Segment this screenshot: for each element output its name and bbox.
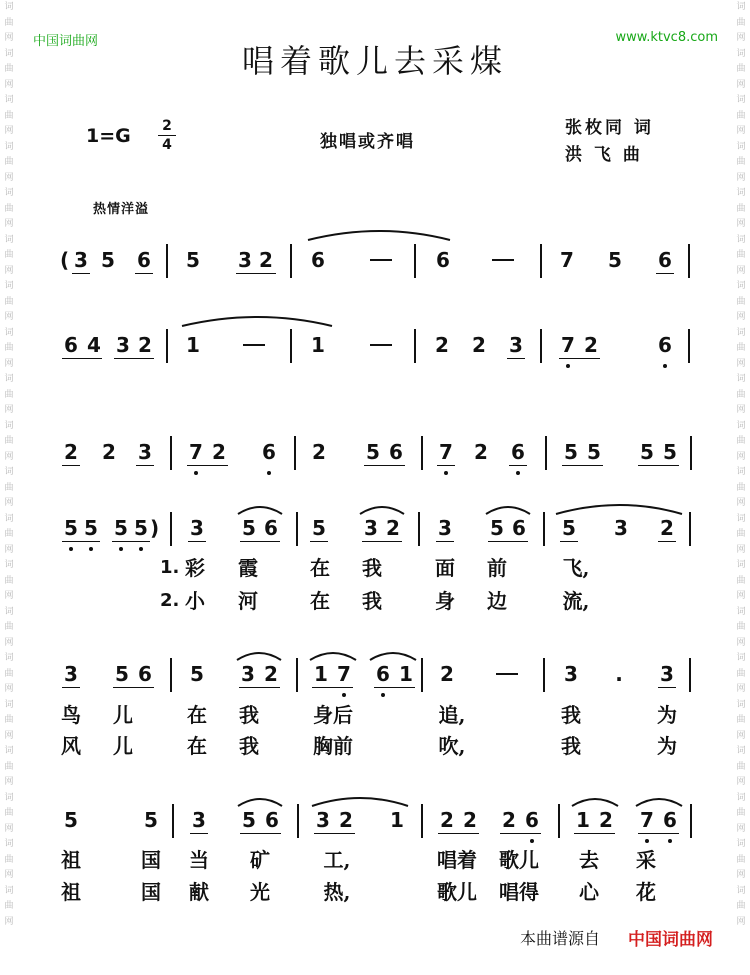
note: 5 (242, 516, 256, 540)
note: 7 (189, 440, 203, 464)
note: 2 (102, 440, 116, 464)
watermark-char: 词 (736, 141, 746, 152)
performance-style: 独唱或齐唱 (320, 132, 415, 152)
note: 2 (212, 440, 226, 464)
watermark-char: 网 (4, 265, 14, 276)
note: 2 (440, 662, 454, 686)
watermark-char: 网 (4, 405, 14, 415)
slur-arc (370, 653, 416, 660)
lyric: 我 (362, 556, 382, 580)
watermark-char: 网 (4, 498, 14, 508)
watermark-char: 曲 (736, 436, 746, 446)
note: 6 (525, 808, 539, 832)
watermark-char: 网 (736, 498, 746, 508)
note: 2 (138, 333, 152, 357)
watermark-char: 网 (4, 33, 14, 43)
note: 5 (490, 516, 504, 540)
note: 1 (576, 808, 590, 832)
watermark-char: 词 (4, 281, 14, 291)
song-title: 唱着歌儿去采煤 (241, 42, 508, 80)
watermark-char: 词 (736, 699, 746, 710)
watermark-char: 曲 (736, 901, 746, 911)
lyric: 前 (487, 556, 507, 580)
watermark-char: 词 (4, 48, 14, 59)
watermark-char: 曲 (4, 901, 14, 911)
lyric: 儿 (113, 734, 133, 758)
note: 5 (640, 440, 654, 464)
site-url-header[interactable]: www.ktvc8.com (615, 30, 718, 45)
note: 3 (241, 662, 255, 686)
slur-arc (310, 653, 356, 660)
watermark-char: 词 (4, 839, 14, 849)
lyric: 花 (636, 880, 656, 904)
note: 5 (115, 662, 129, 686)
lyric: 吹, (438, 734, 466, 758)
note: 2 (435, 333, 449, 357)
note: 3 (74, 248, 88, 272)
tie-arc (182, 317, 332, 326)
note: 6 (511, 440, 525, 464)
watermark-char: 词 (4, 374, 14, 384)
note: 3 (660, 662, 674, 686)
note: 2 (660, 516, 674, 540)
watermark-char: 网 (736, 544, 746, 555)
note: 3 (190, 516, 204, 540)
watermark-char: 网 (736, 358, 746, 369)
note: 6 (663, 808, 677, 832)
note: 2 (264, 662, 278, 686)
lyric: 在 (187, 734, 207, 758)
watermark-char: 曲 (736, 482, 746, 493)
note: 3 (509, 333, 523, 357)
watermark-char: 曲 (4, 250, 14, 260)
note: 5 (242, 808, 256, 832)
note: 6 (658, 248, 672, 272)
watermark-char: 曲 (4, 296, 14, 307)
lyric: 身 (435, 589, 455, 613)
watermark-char: 网 (736, 33, 746, 43)
note: 3 (138, 440, 152, 464)
watermark-char: 词 (736, 885, 746, 896)
lyric: 为 (657, 734, 677, 758)
slur-arc (556, 505, 682, 514)
note: 2 (502, 808, 516, 832)
watermark-char: 曲 (736, 64, 746, 74)
watermark-char: 词 (4, 699, 14, 710)
composer-credit: 洪 飞 曲 (565, 145, 643, 165)
lyric: 国 (141, 880, 161, 904)
watermark-char: 网 (4, 730, 14, 741)
note: 1 (314, 662, 328, 686)
watermark-char: 曲 (736, 203, 746, 214)
verse-number-1: 1. (160, 557, 180, 578)
watermark-char: 网 (4, 312, 14, 322)
watermark-char: 网 (4, 126, 14, 136)
note: 1 (311, 333, 325, 357)
watermark-char: 词 (736, 48, 746, 59)
watermark-char: 词 (736, 234, 746, 245)
watermark-char: 网 (736, 79, 746, 90)
note: 6 (138, 662, 152, 686)
note: 2 (339, 808, 353, 832)
slur-arc (237, 653, 281, 660)
watermark-char: 网 (736, 916, 746, 927)
lyric: 追, (438, 703, 466, 727)
lyric: 小 (185, 589, 205, 613)
slur-arc (238, 799, 282, 806)
lyric: 热, (323, 880, 351, 904)
note: 5 (84, 516, 98, 540)
watermark-char: 曲 (4, 854, 14, 865)
watermark-char: 词 (736, 839, 746, 849)
note: 2 (472, 333, 486, 357)
note: 6 (389, 440, 403, 464)
note: 1 (390, 808, 404, 832)
note: 3 (364, 516, 378, 540)
watermark-char: 曲 (4, 64, 14, 74)
lyric: 唱得 (499, 880, 539, 904)
watermark-char: 曲 (736, 296, 746, 307)
lyric: 祖 (61, 848, 81, 872)
watermark-char: 网 (736, 312, 746, 322)
watermark-char: 曲 (736, 808, 746, 818)
watermark-char: 曲 (4, 389, 14, 400)
note: 6 (436, 248, 450, 272)
lyric: 唱着 (437, 848, 477, 872)
note: 6 (264, 516, 278, 540)
watermark-char: 词 (736, 560, 746, 570)
note: 3 (64, 662, 78, 686)
lyric: 光 (250, 880, 270, 904)
watermark-char: 曲 (4, 808, 14, 818)
tempo-marking: 热情洋溢 (93, 202, 150, 217)
lyric: 边 (487, 589, 507, 613)
open-paren: ( (60, 248, 70, 272)
lyric: 飞, (562, 556, 590, 580)
watermark-char: 曲 (736, 761, 746, 772)
note: 3 (438, 516, 452, 540)
lyric: 胸前 (313, 734, 353, 758)
watermark-char: 词 (4, 141, 14, 152)
note: 7 (560, 248, 574, 272)
lyric: 我 (362, 589, 382, 613)
note: 1 (186, 333, 200, 357)
watermark-char: 网 (736, 777, 746, 787)
lyric: 我 (561, 734, 581, 758)
lyric: 河 (238, 589, 258, 613)
note: 6 (512, 516, 526, 540)
note: 5 (114, 516, 128, 540)
watermark-char: 曲 (736, 250, 746, 260)
note: 6 (265, 808, 279, 832)
watermark-char: 词 (4, 188, 14, 198)
watermark-char: 曲 (4, 668, 14, 679)
watermark-char: 网 (4, 823, 14, 834)
lyric: 彩 (185, 556, 205, 580)
watermark-char: 网 (736, 265, 746, 276)
watermark-char: 网 (4, 591, 14, 601)
lyric: 我 (239, 734, 259, 758)
note: 7 (640, 808, 654, 832)
lyric: 当 (189, 848, 209, 872)
note: 1 (399, 662, 413, 686)
watermark-char: 词 (736, 792, 746, 803)
watermark-char: 网 (736, 684, 746, 694)
lyric: 歌儿 (499, 848, 539, 872)
note: 6 (262, 440, 276, 464)
lyric: 儿 (113, 703, 133, 727)
watermark-char: 曲 (4, 761, 14, 772)
watermark-char: 词 (736, 653, 746, 663)
note: 2 (463, 808, 477, 832)
note: 5 (312, 516, 326, 540)
note: 3 (238, 248, 252, 272)
note: 7 (439, 440, 453, 464)
watermark-char: 词 (4, 2, 14, 12)
note: 5 (608, 248, 622, 272)
note: 2 (312, 440, 326, 464)
note: 5 (564, 440, 578, 464)
watermark-char: 曲 (4, 436, 14, 446)
watermark-char: 词 (4, 560, 14, 570)
watermark-char: 词 (4, 467, 14, 477)
watermark-char: 曲 (4, 622, 14, 632)
slur-arc (238, 507, 282, 514)
lyric: 去 (579, 848, 599, 872)
watermark-char: 曲 (736, 668, 746, 679)
watermark-char: 网 (4, 544, 14, 555)
watermark-char: 曲 (736, 17, 746, 28)
slur-arc (360, 507, 404, 514)
watermark-char: 网 (736, 591, 746, 601)
lyricist-credit: 张枚同 词 (565, 118, 654, 138)
lyric: 身后 (313, 703, 353, 727)
watermark-char: 曲 (736, 715, 746, 725)
note: 5 (663, 440, 677, 464)
note: 5 (101, 248, 115, 272)
watermark-char: 曲 (4, 482, 14, 493)
watermark-char: 网 (736, 172, 746, 183)
watermark-char: 词 (736, 420, 746, 431)
watermark-char: 曲 (736, 575, 746, 586)
note: 2 (599, 808, 613, 832)
source-label: 本曲谱源自 (520, 929, 601, 948)
lyric: 矿 (250, 848, 270, 872)
watermark-char: 曲 (736, 854, 746, 865)
watermark-char: 网 (4, 172, 14, 183)
lyric: 献 (189, 880, 209, 904)
watermark-char: 词 (736, 746, 746, 756)
watermark-char: 词 (736, 281, 746, 291)
watermark-char: 词 (4, 885, 14, 896)
note: 2 (386, 516, 400, 540)
note: 5 (186, 248, 200, 272)
watermark-char: 词 (4, 653, 14, 663)
note: 5 (134, 516, 148, 540)
watermark-char: 曲 (736, 343, 746, 353)
watermark-char: 网 (4, 451, 14, 462)
lyric: 霞 (238, 556, 258, 580)
watermark-char: 曲 (736, 529, 746, 539)
watermark-char: 曲 (736, 157, 746, 167)
note: 5 (587, 440, 601, 464)
watermark-char: 网 (736, 870, 746, 880)
lyric: 鸟 (61, 703, 81, 727)
meter-bottom: 4 (162, 137, 172, 153)
note: 6 (658, 333, 672, 357)
watermark-char: 词 (4, 327, 14, 338)
note: 2 (259, 248, 273, 272)
slur-arc (486, 507, 530, 514)
lyric: 流, (562, 589, 590, 613)
watermark-char: 网 (736, 637, 746, 648)
watermark-char: 网 (4, 777, 14, 787)
watermark-char: 曲 (4, 715, 14, 725)
watermark-char: 曲 (736, 622, 746, 632)
watermark-char: 网 (736, 823, 746, 834)
lyric: 风 (61, 734, 81, 758)
watermark-char: 曲 (4, 203, 14, 214)
watermark-char: 网 (736, 451, 746, 462)
note: 5 (366, 440, 380, 464)
watermark-char: 词 (736, 606, 746, 617)
watermark-char: 词 (736, 513, 746, 524)
meter-top: 2 (162, 118, 172, 134)
note: 7 (337, 662, 351, 686)
note: 5 (562, 516, 576, 540)
slur-arc (312, 798, 408, 806)
watermark-char: 曲 (4, 17, 14, 28)
watermark-char: 词 (4, 234, 14, 245)
note: 6 (311, 248, 325, 272)
key-signature: 1=G (86, 125, 131, 147)
note: 2 (64, 440, 78, 464)
note: 5 (64, 516, 78, 540)
lyric: 歌儿 (437, 880, 477, 904)
watermark-char: 曲 (4, 575, 14, 586)
watermark-char: 曲 (4, 157, 14, 167)
watermark-char: 词 (4, 513, 14, 524)
watermark-char: 词 (736, 188, 746, 198)
watermark-char: 词 (4, 420, 14, 431)
watermark-char: 曲 (736, 110, 746, 121)
watermark-char: 网 (4, 637, 14, 648)
watermark-char: 词 (736, 327, 746, 338)
verse-number-2: 2. (160, 590, 180, 611)
note: 3 (614, 516, 628, 540)
watermark-char: 网 (4, 870, 14, 880)
watermark-char: 词 (736, 374, 746, 384)
note: 3 (564, 662, 578, 686)
watermark-char: 词 (736, 2, 746, 12)
watermark-char: 曲 (4, 529, 14, 539)
watermark-char: 网 (4, 358, 14, 369)
note: 3 (116, 333, 130, 357)
watermark-char: 网 (736, 126, 746, 136)
watermark-char: 网 (736, 730, 746, 741)
note: 2 (584, 333, 598, 357)
watermark-char: 网 (4, 684, 14, 694)
tie-arc (308, 231, 450, 240)
lyric: 采 (636, 848, 656, 872)
lyric: 我 (561, 703, 581, 727)
note: 5 (190, 662, 204, 686)
watermark-char: 词 (736, 467, 746, 477)
lyric: 心 (579, 880, 599, 904)
lyric: 工, (323, 848, 351, 872)
note: 5 (144, 808, 158, 832)
note: 2 (474, 440, 488, 464)
watermark-char: 曲 (736, 389, 746, 400)
lyric: 我 (239, 703, 259, 727)
watermark-char: 网 (736, 219, 746, 229)
watermark-char: 曲 (4, 343, 14, 353)
lyric: 国 (141, 848, 161, 872)
slur-arc (636, 799, 682, 806)
note: 2 (440, 808, 454, 832)
watermark-char: 词 (4, 792, 14, 803)
close-paren: ) (150, 516, 160, 540)
slur-arc (572, 799, 618, 806)
note: 6 (137, 248, 151, 272)
lyric: 面 (435, 556, 455, 580)
watermark-char: 词 (4, 746, 14, 756)
watermark-char: 词 (736, 95, 746, 105)
note: 3 (316, 808, 330, 832)
note: 6 (64, 333, 78, 357)
note: 6 (376, 662, 390, 686)
watermark-char: 曲 (4, 110, 14, 121)
lyric: 为 (657, 703, 677, 727)
watermark-char: 网 (4, 219, 14, 229)
site-name-header[interactable]: 中国词曲网 (33, 34, 99, 49)
lyric: 在 (187, 703, 207, 727)
lyric: 在 (310, 589, 330, 613)
note: 3 (192, 808, 206, 832)
dotted-note-mark: . (615, 662, 623, 686)
note: 4 (87, 333, 101, 357)
watermark-char: 词 (4, 95, 14, 105)
note: 7 (561, 333, 575, 357)
watermark-char: 网 (4, 916, 14, 927)
watermark-char: 网 (736, 405, 746, 415)
note: 5 (64, 808, 78, 832)
lyric: 祖 (61, 880, 81, 904)
watermark-char: 网 (4, 79, 14, 90)
lyric: 在 (310, 556, 330, 580)
source-site-link[interactable]: 中国词曲网 (628, 930, 713, 950)
watermark-char: 词 (4, 606, 14, 617)
